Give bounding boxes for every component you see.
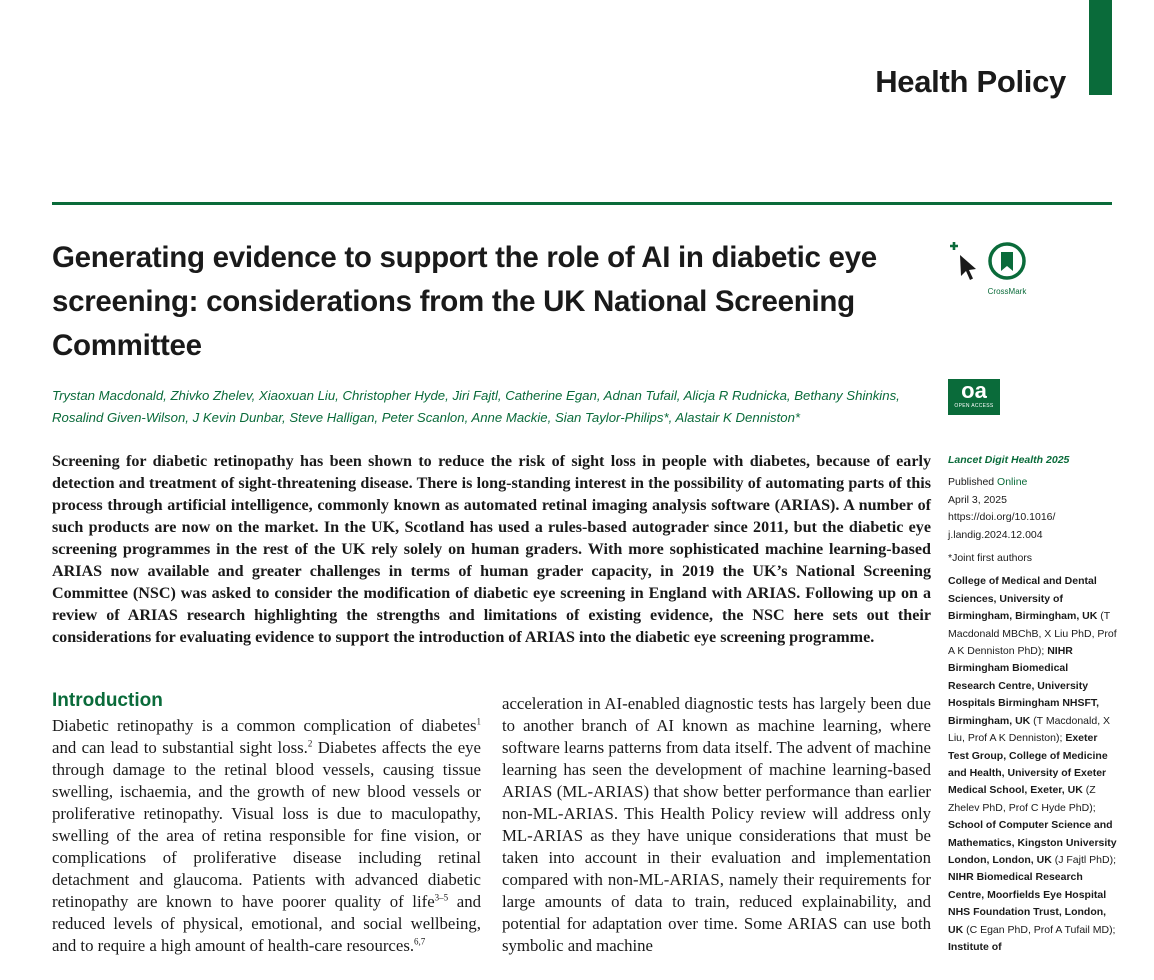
affiliation-authors: (Z Zhelev PhD, Prof C Hyde PhD); bbox=[948, 784, 1096, 814]
journal-color-tab bbox=[1089, 0, 1112, 95]
affiliation: School of Computer Science and Mathematics, Kingston University London, London, UK bbox=[948, 819, 1117, 866]
article-sidebar bbox=[948, 452, 1118, 956]
published-line bbox=[948, 474, 1118, 491]
affiliation: College of Medical and Dental Sciences, University of Birmingham, Birmingham, UK bbox=[948, 575, 1098, 623]
published-online: Online bbox=[997, 476, 1028, 489]
open-access-badge bbox=[948, 379, 1000, 415]
intro-text: Diabetic retinopathy is a common complication of diabetes bbox=[52, 716, 477, 735]
affiliation-authors: (T Macdonald MBChB, X Liu PhD, Prof A K Denniston PhD); bbox=[948, 610, 1117, 658]
affiliation-authors: (C Egan PhD, Prof A Tufail MD); bbox=[963, 923, 1116, 936]
reference-marker[interactable]: 6,7 bbox=[414, 936, 426, 947]
published-label: Published bbox=[948, 476, 998, 489]
crossmark-badge[interactable] bbox=[985, 241, 1029, 296]
section-label: Health Policy bbox=[875, 64, 1066, 99]
affiliation: Exeter Test Group, College of Medicine and Health, University of Exeter Medical School, Exeter, UK bbox=[948, 732, 1108, 797]
joint-authors-note: *Joint first authors bbox=[948, 552, 1033, 565]
affiliation-authors: (T Macdonald, X Liu, Prof A K Denniston); bbox=[948, 714, 1111, 745]
affiliation: NIHR Birmingham Biomedical Research Centre, University Hospitals Birmingham NHSFT, Birmingham, UK bbox=[948, 645, 1100, 727]
introduction-column-left bbox=[52, 715, 481, 957]
open-access-label: OPEN ACCESS bbox=[954, 403, 994, 409]
reference-marker[interactable]: 1 bbox=[476, 716, 481, 727]
article-title: Generating evidence to support the role of AI in diabetic eye screening: considerations from the UK National Screening Committee bbox=[52, 241, 877, 362]
author-list: Trystan Macdonald, Zhivko Zhelev, Xiaoxuan Liu, Christopher Hyde, Jiri Fajtl, Catherine Egan, Adnan Tufail, Alicja R Rudnicka, Bethany Shinkins, Rosalind Given-Wilson, J Kevin Dunbar, Steve Halligan, Peter Scanlon, Anne Mackie, Sian Taylor-Philips*, Alastair K Denniston* bbox=[52, 388, 900, 425]
affiliation: Institute of bbox=[948, 940, 1002, 953]
doi-link[interactable]: https://doi.org/10.1016/ j.landig.2024.12.004 bbox=[948, 511, 1056, 541]
affiliation: NIHR Biomedical Research Centre, Moorfields Eye Hospital NHS Foundation Trust, London, UK bbox=[948, 871, 1107, 936]
crossmark-icon bbox=[987, 241, 1027, 281]
affiliations bbox=[948, 573, 1118, 956]
abstract: Screening for diabetic retinopathy has been shown to reduce the risk of sight loss in people with diabetes, because of early detection and treatment of sight-threatening disease. There is long-standing interest in the possibility of automating parts of this process through artificial intelligence, commonly known as automated retinal imaging analysis software (ARIAS). A number of such products are now on the market. In the UK, Scotland has used a rules-based autograder since 2011, but the diabetic eye screening programmes in the rest of the UK rely solely on human graders. With more sophisticated machine learning-based ARIAS now available and greater challenges in terms of human grader capacity, in 2019 the UK’s National Screening Committee (NSC) was asked to consider the modification of diabetic eye screening in England with ARIAS. Following up on a review of ARIAS research highlighting the strengths and limitations of existing evidence, the NSC here sets out their considerations for evaluating evidence to support the introduction of ARIAS into the diabetic eye screening programme. bbox=[52, 453, 931, 646]
header-rule bbox=[52, 202, 1112, 205]
reference-marker[interactable]: 3–5 bbox=[434, 892, 449, 903]
open-access-logo: oa bbox=[961, 378, 987, 403]
journal-citation: Lancet Digit Health 2025 bbox=[948, 454, 1070, 466]
published-date: April 3, 2025 bbox=[948, 493, 1007, 506]
intro-text: and can lead to substantial sight loss. bbox=[52, 738, 308, 757]
intro-text: and reduced levels of physical, emotional, and social wellbeing, and to require a high amount of health-care resources. bbox=[52, 892, 481, 955]
introduction-column-right: acceleration in AI-enabled diagnostic tests has largely been due to another branch of AI known as machine learning, where software learns patterns from data itself. The advent of machine learning has seen the development of machine learning-based ARIAS (ML-ARIAS) that show better performance than earlier non-ML-ARIAS. This Health Policy review will address only ML-ARIAS as they have unique considerations that must be taken into account in their evaluation and implementation compared with non-ML-ARIAS, namely their requirements for large amounts of data to train, reduced explainability, and potential for adaptation over time. Some ARIAS can use both symbolic and machine bbox=[502, 694, 931, 955]
affiliation-authors: (J Fajtl PhD); bbox=[1051, 853, 1116, 866]
introduction-heading: Introduction bbox=[52, 690, 163, 711]
check-for-updates-icon[interactable] bbox=[947, 240, 981, 284]
reference-marker[interactable]: 2 bbox=[307, 738, 313, 749]
intro-text: Diabetes affects the eye through damage to the retinal blood vessels, causing tissue swelling, ischaemia, and the growth of new blood vessels or proliferative retinopathy. Visual loss is due to maculopathy, swelling of the area of retina responsible for fine vision, or complications of proliferative disease including retinal detachment and glaucoma. Patients with advanced diabetic retinopathy are known to have poorer quality of life bbox=[52, 738, 481, 911]
crossmark-label: CrossMark bbox=[987, 287, 1027, 296]
